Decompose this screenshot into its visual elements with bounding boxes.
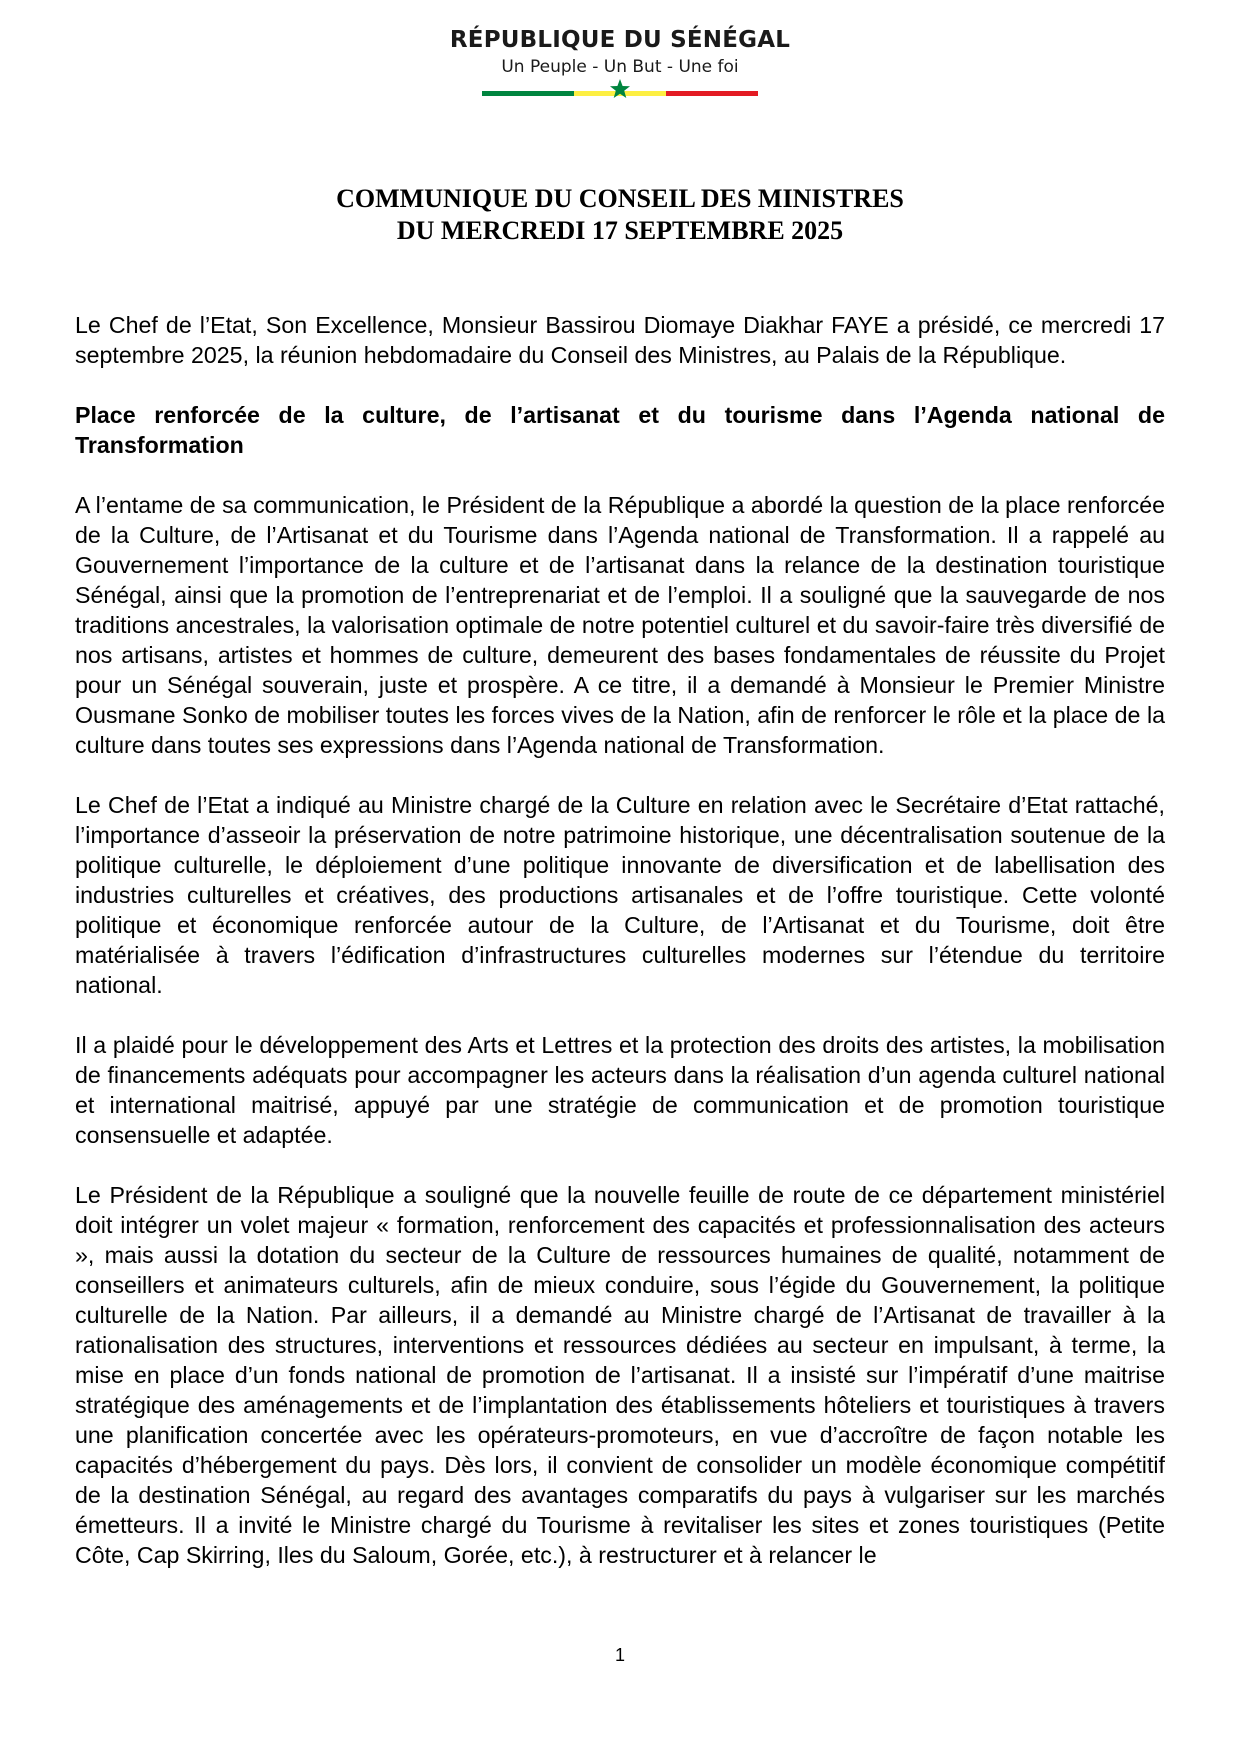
national-motto: Un Peuple - Un But - Une foi — [501, 57, 739, 77]
title-line-2: DU MERCREDI 17 SEPTEMBRE 2025 — [396, 216, 844, 245]
title-line-1: COMMUNIQUE DU CONSEIL DES MINISTRES — [336, 184, 904, 213]
body-paragraph: Le Président de la République a souligné que la nouvelle feuille de route de ce département ministériel doit intégrer un volet majeur « formation, renforcement des capacités et professionnalisation des acteurs », mais aussi la dotation du secteur de la Culture de ressources humaines de qualité, notamment de conseillers et animateurs culturels, afin de mieux conduire, sous l’égide du Gouvernement, la politique culturelle de la Nation. Par ailleurs, il a demandé au Ministre chargé de l’Artisanat de travailler à la rationalisation des structures, interventions et ressources dédiées au secteur en impulsant, à terme, la mise en place d’un fonds national de promotion de l’artisanat. Il a insisté sur l’impératif d’une maitrise stratégique des aménagements et de l’implantation des établissements hôteliers et touristiques à travers une planification concertée avec les opérateurs-promoteurs, en vue d’accroître de façon notable les capacités d’hébergement du pays. Dès lors, il convient de consolider un modèle économique compétitif de la destination Sénégal, au regard des avantages comparatifs du pays à vulgariser sur les marchés émetteurs. Il a invité le Ministre chargé du Tourisme à revitaliser les sites et zones touristiques (Petite Côte, Cap Skirring, Iles du Saloum, Gorée, etc.), à restructurer et à relancer le — [75, 1182, 1165, 1568]
flag-band-green — [482, 91, 574, 96]
header-emblem — [0, 26, 1240, 100]
document-title — [0, 183, 1240, 247]
page-number: 1 — [614, 1645, 625, 1665]
body-paragraph: A l’entame de sa communication, le Président de la République a abordé la question de la place renforcée de la Culture, de l’Artisanat et du Tourisme dans l’Agenda national de Transformation. Il a rappelé au Gouvernement l’importance de la culture et de l’artisanat dans la relance de la destination touristique Sénégal, ainsi que la promotion de l’entreprenariat et de l’emploi. Il a souligné que la sauvegarde de nos traditions ancestrales, la valorisation optimale de notre potentiel culturel et du savoir-faire très diversifié de nos artisans, artistes et hommes de culture, demeurent des bases fondamentales de réussite du Projet pour un Sénégal souverain, juste et prospère. A ce titre, il a demandé à Monsieur le Premier Ministre Ousmane Sonko de mobiliser toutes les forces vives de la Nation, afin de renforcer le rôle et la place de la culture dans toutes ses expressions dans l’Agenda national de Transformation. — [75, 492, 1165, 758]
star-icon — [609, 78, 631, 100]
body-paragraph: Il a plaidé pour le développement des Arts et Lettres et la protection des droits des artistes, la mobilisation de financements adéquats pour accompagner les acteurs dans la réalisation d’un agenda culturel national et international maitrisé, appuyé par une stratégie de communication et de promotion touristique consensuelle et adaptée. — [75, 1032, 1165, 1148]
document-body — [75, 310, 1165, 1600]
intro-paragraph: Le Chef de l’Etat, Son Excellence, Monsieur Bassirou Diomaye Diakhar FAYE a présidé, ce mercredi 17 septembre 2025, la réunion hebdomadaire du Conseil des Ministres, au Palais de la République. — [75, 312, 1165, 368]
flag-band-red — [666, 91, 758, 96]
body-paragraph: Le Chef de l’Etat a indiqué au Ministre chargé de la Culture en relation avec le Secrétaire d’Etat rattaché, l’importance d’asseoir la préservation de notre patrimoine historique, une décentralisation soutenue de la politique culturelle, le déploiement d’une politique innovante de diversification et de labellisation des industries culturelles et créatives, des productions artisanales et de l’offre touristique. Cette volonté politique et économique renforcée autour de la Culture, de l’Artisanat et du Tourisme, doit être matérialisée à travers l’édification d’infrastructures culturelles modernes sur l’étendue du territoire national. — [75, 792, 1165, 998]
country-name: RÉPUBLIQUE DU SÉNÉGAL — [449, 27, 791, 53]
section-heading: Place renforcée de la culture, de l’artisanat et du tourisme dans l’Agenda national de Transformation — [75, 402, 1165, 458]
flag-bar — [482, 78, 758, 100]
